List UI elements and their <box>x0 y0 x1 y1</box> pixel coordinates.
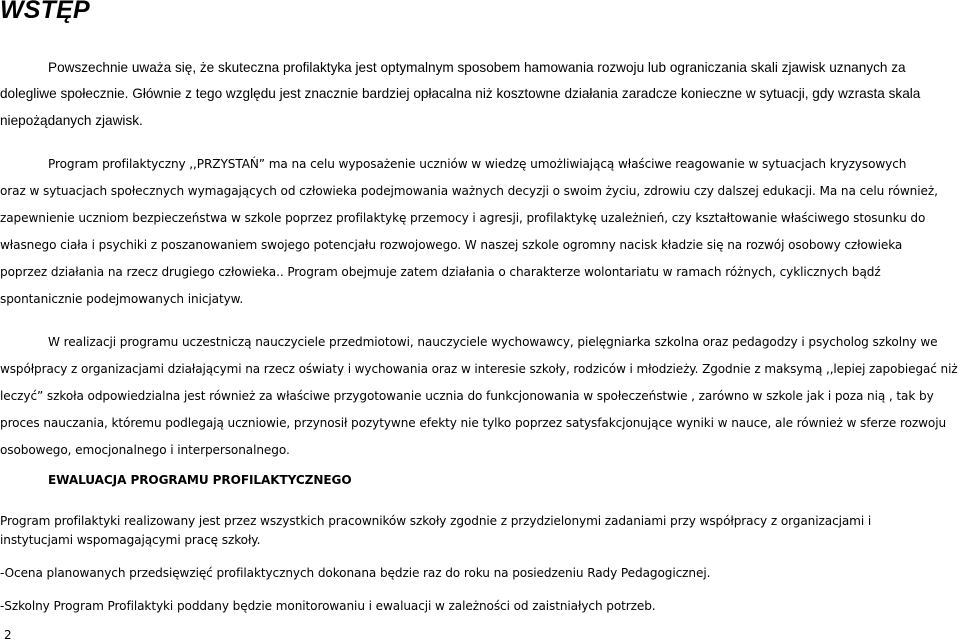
evaluation-point-2: -Szkolny Program Profilaktyki poddany będzie monitorowaniu i ewaluacji w zależności od zaistniałych potrzeb. <box>0 599 656 613</box>
program-line-6: spontanicznie podejmowanych inicjatyw. <box>0 292 244 306</box>
page-title: WSTĘP <box>0 0 90 24</box>
page-number: 2 <box>4 628 12 642</box>
program-line-5: poprzez działania na rzecz drugiego człowieka.. Program obejmuje zatem działania o charakterze wolontariatu w ramach różnych, cyklicznych bądź <box>0 265 881 279</box>
intro-line-2: dolegliwe społecznie. Głównie z tego względu jest znacznie bardziej opłacalna niż kosztowne działania zaradcze konieczne w sytuacji, gdy wzrasta skala <box>0 86 921 101</box>
realization-line-1: W realizacji programu uczestniczą nauczyciele przedmiotowi, nauczyciele wychowawcy, pielęgniarka szkolna oraz pedagodzy i psycholog szkolny we <box>48 335 938 349</box>
realization-line-4: proces nauczania, któremu podlegają uczniowie, przynosił pozytywne efekty nie tylko poprzez satysfakcjonujące wyniki w nauce, ale również w sferze rozwoju <box>0 416 947 430</box>
evaluation-line-1: Program profilaktyki realizowany jest przez wszystkich pracowników szkoły zgodnie z przydzielonymi zadaniami przy współpracy z organizacjami i <box>0 514 872 528</box>
intro-line-1: Powszechnie uważa się, że skuteczna profilaktyka jest optymalnym sposobem hamowania rozwoju lub ograniczania skali zjawisk uznanych za <box>48 60 906 75</box>
program-line-2: oraz w sytuacjach społecznych wymagających od człowieka podejmowania ważnych decyzji o swoim życiu, zdrowiu czy dalszej edukacji. Ma na celu również, <box>0 184 938 198</box>
realization-line-5: osobowego, emocjonalnego i interpersonalnego. <box>0 443 290 457</box>
evaluation-heading: EWALUACJA PROGRAMU PROFILAKTYCZNEGO <box>48 473 352 487</box>
program-line-3: zapewnienie uczniom bezpieczeństwa w szkole poprzez profilaktykę przemocy i agresji, profilaktykę uzależnień, czy kształtowanie właściwego stosunku do <box>0 211 926 225</box>
evaluation-line-2: instytucjami wspomagającymi pracę szkoły. <box>0 533 261 547</box>
realization-line-2: współpracy z organizacjami działającymi na rzecz oświaty i wychowania oraz w interesie szkoły, rodziców i młodzieży. Zgodnie z maksymą ,,lepiej zapobiegać niż <box>0 362 958 376</box>
intro-line-3: niepożądanych zjawisk. <box>0 113 143 128</box>
evaluation-point-1: -Ocena planowanych przedsięwzięć profilaktycznych dokonana będzie raz do roku na posiedzeniu Rady Pedagogicznej. <box>0 566 711 580</box>
realization-line-3: leczyć” szkoła odpowiedzialna jest również za właściwe przygotowanie ucznia do funkcjonowania w społeczeństwie , zarówno w szkole jak i poza nią , tak by <box>0 389 934 403</box>
program-line-1: Program profilaktyczny ,,PRZYSTAŃ” ma na celu wyposażenie uczniów w wiedzę umożliwiającą właściwe reagowanie w sytuacjach kryzysowych <box>48 157 907 171</box>
program-line-4: własnego ciała i psychiki z poszanowaniem swojego potencjału rozwojowego. W naszej szkole ogromny nacisk kładzie się na rozwój osobowy człowieka <box>0 238 903 252</box>
